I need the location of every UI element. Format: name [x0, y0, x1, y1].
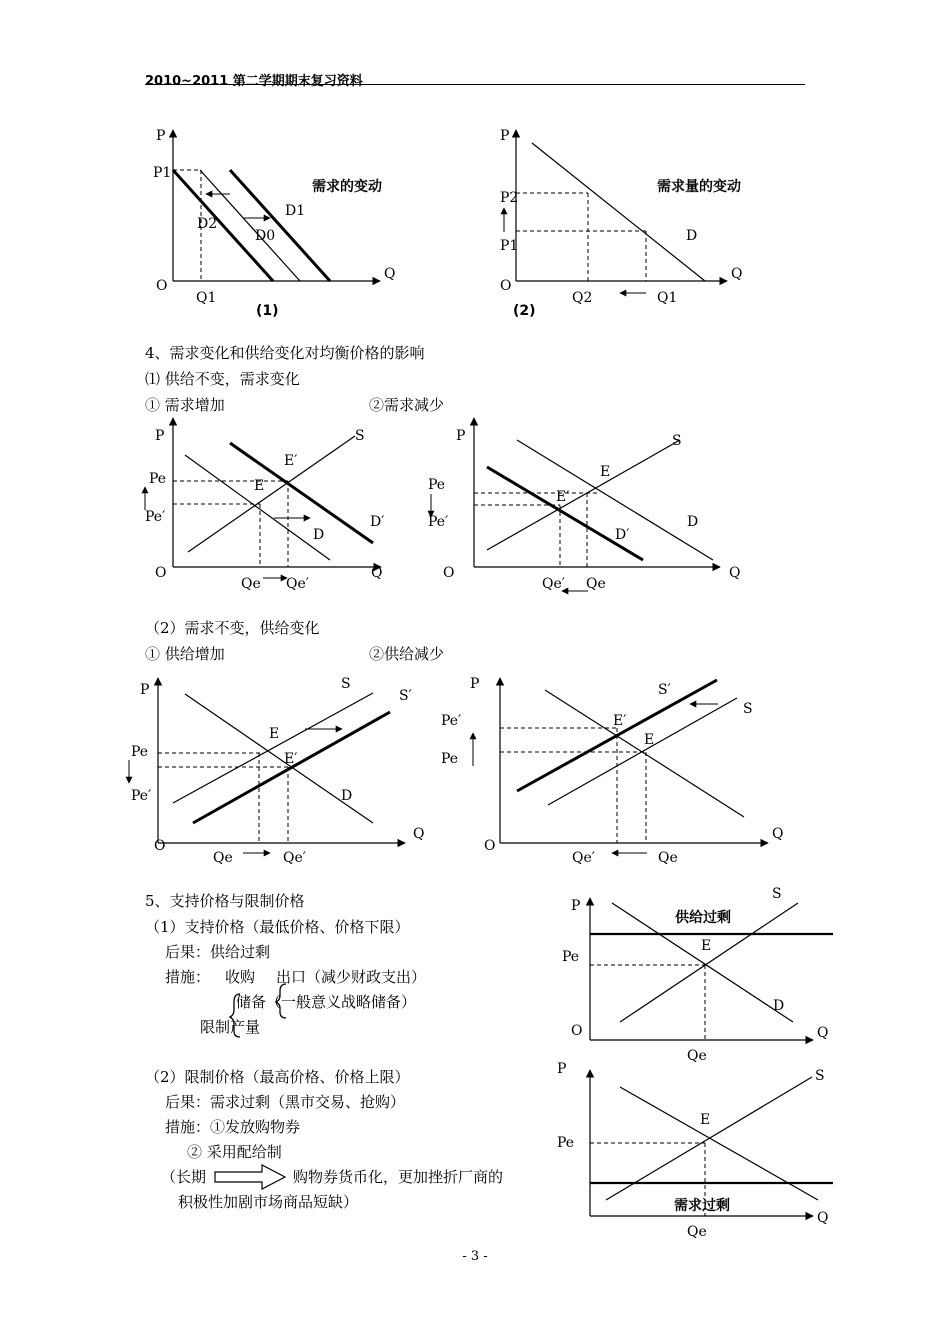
measure-limit: 限制产量	[200, 1018, 261, 1036]
axis-q: Q	[384, 266, 396, 282]
axis-p: P	[456, 428, 466, 444]
label-q1: Q1	[657, 290, 678, 306]
ceiling-price: （2）限制价格（最高价格、价格上限）	[145, 1068, 410, 1086]
page-header: 2010~2011 第二学期期末复习资料	[145, 74, 363, 89]
label-pe: Pe	[562, 949, 580, 965]
axis-p: P	[140, 682, 150, 698]
label-e-prime: E′	[284, 751, 298, 767]
label-qe: Qe	[241, 576, 261, 592]
axis-o: O	[484, 838, 496, 854]
label-qe: Qe	[687, 1224, 707, 1240]
curve-s	[487, 440, 680, 550]
chartE-title: 供给过剩	[675, 910, 731, 926]
label-e: E	[700, 1112, 711, 1128]
label-d: D	[773, 998, 785, 1014]
figure-quantity-demanded	[500, 128, 742, 319]
long-term-label: （长期	[161, 1168, 207, 1186]
ceiling-ration: ② 采用配给制	[187, 1143, 282, 1161]
axis-o: O	[571, 1023, 583, 1039]
curve-s	[173, 693, 373, 803]
figure1-title: 需求的变动	[312, 179, 382, 195]
label-qe-prime: Qe′	[286, 576, 309, 592]
label-e-prime: E′	[284, 453, 298, 469]
axis-q: Q	[731, 266, 743, 282]
chart-demand-increase	[145, 418, 384, 592]
long-term-tail: 积极性加剧市场商品短缺）	[178, 1193, 359, 1211]
label-d0: D0	[255, 228, 276, 244]
chart-price-ceiling	[557, 1061, 833, 1240]
section4-heading: 4、需求变化和供给变化对均衡价格的影响	[145, 344, 425, 362]
label-s: S	[772, 886, 782, 902]
label-e-prime: E′	[613, 713, 627, 729]
section4-sub1b: ②需求减少	[369, 396, 445, 414]
section4-sub2b: ②供给减少	[369, 645, 445, 663]
label-d-prime: D′	[615, 527, 630, 543]
label-s: S	[672, 433, 682, 449]
axis-p: P	[156, 128, 166, 144]
label-e: E	[644, 732, 655, 748]
axis-p: P	[500, 128, 510, 144]
label-p1: P1	[153, 165, 172, 181]
axis-q: Q	[817, 1025, 829, 1041]
long-term-text: 购物券货币化，更加挫折厂商的	[293, 1168, 504, 1186]
label-s: S	[815, 1068, 825, 1084]
label-pe: Pe	[557, 1135, 575, 1151]
label-d: D	[686, 228, 698, 244]
label-d-prime: D′	[370, 514, 385, 530]
chart-price-floor	[562, 886, 833, 1064]
label-s: S	[743, 701, 753, 717]
curve-d-prime	[230, 443, 373, 543]
ceiling-result: 后果：需求过剩（黑市交易、抢购）	[165, 1093, 406, 1111]
label-pe-prime: Pe′	[131, 788, 152, 804]
section4-sub2a: ① 供给增加	[145, 645, 225, 663]
label-qe: Qe	[213, 850, 233, 866]
label-p2: P2	[500, 190, 519, 206]
curve-s	[188, 436, 355, 552]
label-e: E	[269, 726, 280, 742]
measure-store: 储备（一般意义战略储备）	[236, 993, 417, 1011]
curve-d	[532, 143, 705, 281]
curve-d-prime	[487, 467, 643, 560]
figure2-title: 需求量的变动	[657, 179, 741, 195]
axis-q: Q	[772, 826, 784, 842]
label-pe-prime: Pe′	[441, 713, 462, 729]
axis-q: Q	[729, 565, 741, 581]
measure-buy: 收购	[225, 968, 256, 986]
label-p1: P1	[500, 238, 519, 254]
label-d: D	[687, 514, 699, 530]
label-e: E	[600, 464, 611, 480]
axis-p: P	[470, 676, 480, 692]
label-s-prime: S′	[658, 682, 671, 698]
label-qe-prime: Qe′	[283, 850, 306, 866]
section5-heading: 5、支持价格与限制价格	[145, 892, 305, 910]
axis-q: Q	[413, 826, 425, 842]
label-qe-prime: Qe′	[572, 850, 595, 866]
chart-demand-decrease	[428, 418, 740, 592]
label-q2: Q2	[572, 290, 593, 306]
hollow-arrow-icon	[215, 1165, 285, 1189]
label-d2: D2	[197, 216, 218, 232]
figure2-caption: (2)	[513, 303, 536, 319]
label-pe: Pe	[131, 744, 149, 760]
measure-export: 出口（减少财政支出）	[276, 968, 427, 986]
page-number: - 3 -	[462, 1249, 488, 1264]
label-e-prime: E′	[556, 489, 570, 505]
label-pe: Pe	[428, 477, 446, 493]
axis-o: O	[156, 278, 168, 294]
label-pe: Pe	[441, 751, 459, 767]
label-qe: Qe	[586, 576, 606, 592]
curve-s	[606, 1077, 812, 1200]
label-e: E	[254, 478, 265, 494]
axis-p: P	[557, 1061, 567, 1077]
label-s-prime: S′	[399, 688, 412, 704]
label-qe: Qe	[658, 850, 678, 866]
section4-sub2: （2）需求不变，供给变化	[145, 619, 320, 637]
chart-supply-decrease	[441, 676, 783, 866]
support-measure: 措施：	[165, 968, 211, 986]
label-qe: Qe	[687, 1048, 707, 1064]
section4-sub1a: ① 需求增加	[145, 396, 225, 414]
support-price: （1）支持价格（最低价格、价格下限）	[145, 918, 410, 936]
support-result: 后果：供给过剩	[165, 943, 271, 961]
label-qe-prime: Qe′	[542, 576, 565, 592]
axis-o: O	[500, 278, 512, 294]
axis-q: Q	[817, 1210, 829, 1226]
curve-d	[185, 455, 330, 560]
chartF-title: 需求过剩	[674, 1198, 730, 1214]
label-s: S	[355, 428, 365, 444]
label-e: E	[701, 938, 712, 954]
label-q1: Q1	[196, 290, 217, 306]
label-pe: Pe	[149, 471, 167, 487]
figure-demand-shift	[153, 128, 395, 319]
section4-sub1: ⑴ 供给不变，需求变化	[145, 370, 300, 388]
label-d: D	[313, 527, 325, 543]
axis-p: P	[155, 428, 165, 444]
label-pe-prime: Pe′	[428, 514, 449, 530]
axis-o: O	[155, 565, 167, 581]
label-s: S	[341, 676, 351, 692]
axis-q: Q	[371, 565, 383, 581]
chart-supply-increase	[129, 676, 424, 866]
figure1-caption: (1)	[256, 303, 279, 319]
label-d: D	[341, 788, 353, 804]
axis-p: P	[571, 898, 581, 914]
label-pe-prime: Pe′	[145, 509, 166, 525]
curve-d	[545, 690, 744, 817]
axis-o: O	[154, 838, 166, 854]
ceiling-measure: 措施：①发放购物券	[165, 1118, 301, 1136]
axis-o: O	[443, 565, 455, 581]
curve-d2	[173, 170, 276, 281]
label-d1: D1	[285, 203, 306, 219]
